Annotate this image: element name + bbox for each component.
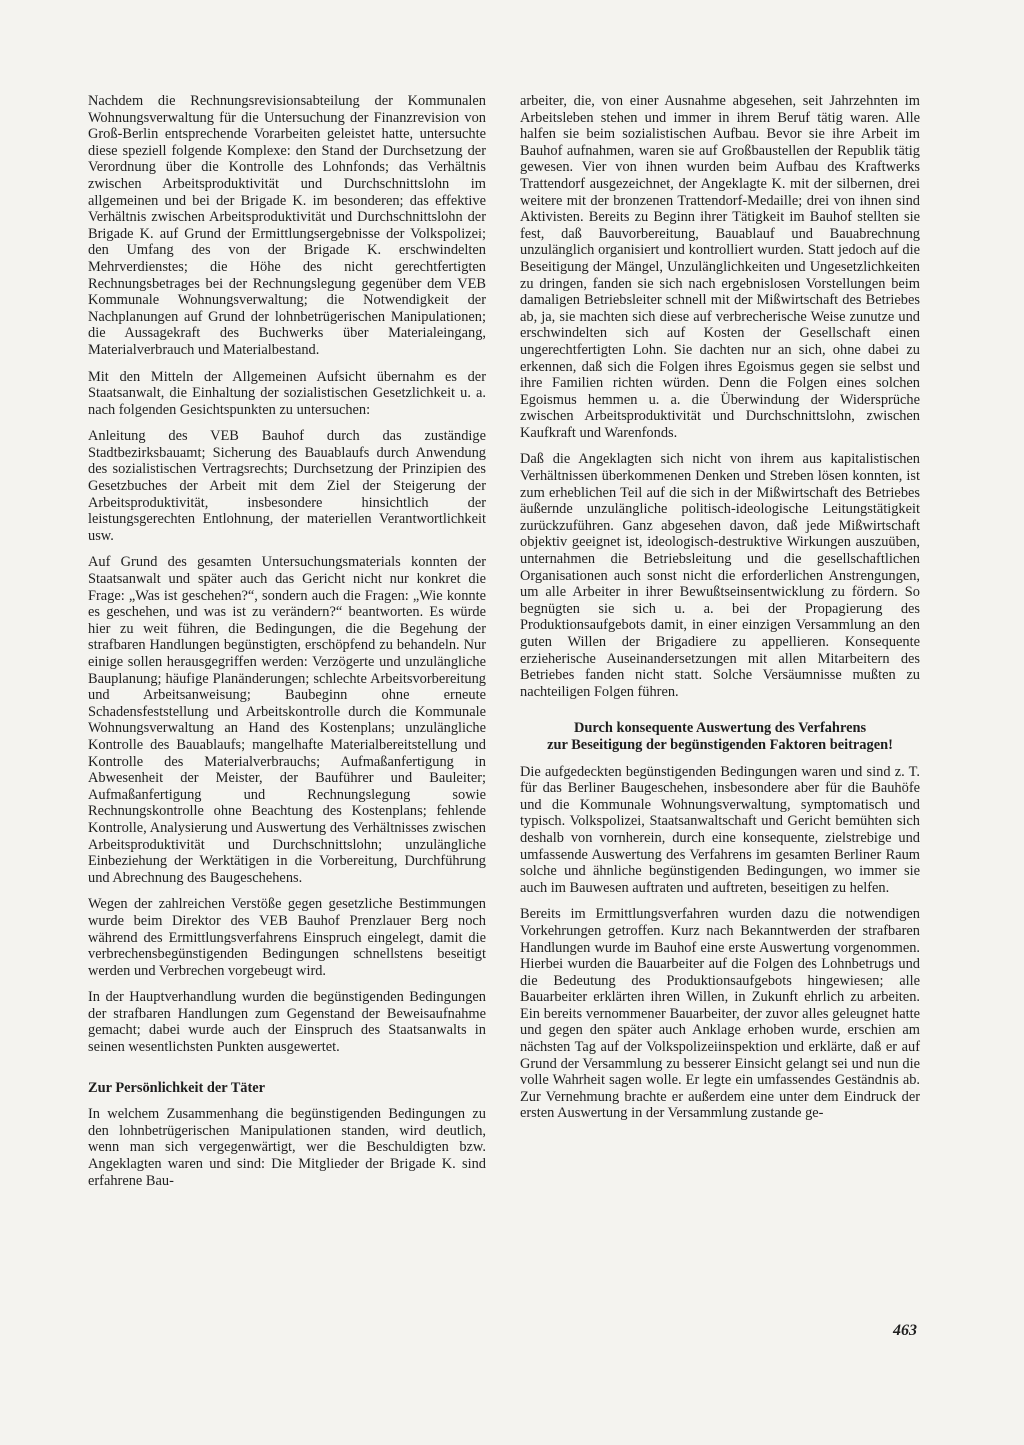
paragraph: Bereits im Ermittlungsverfahren wurden dazu die notwendigen Vorkehrungen getroffen. Kurz nach Bekanntwerden der strafbaren Handlungen wurde im Bauhof eine erste Auswertung vorgenommen. Hierbei wurden die Bauarbeiter auf die Folgen des Lohnbetrugs und die Bedeutung des Produktionsaufgebots hingewiesen; alle Bauarbeiter erklärten ihren Willen, in Zukunft ehrlich zu arbeiten. Ein bereits vernommener Bauarbeiter, der zuvor alles geleugnet hatte und gegen den später auch Anklage erhoben wurde, erschien am nächsten Tag auf der Volkspolizeiinspektion und erklärte, daß er auf Grund der Versammlung zu besserer Einsicht gelangt sei und nun die volle Wahrheit sagen wolle. Er legte ein umfassendes Geständnis ab. Zur Vernehmung brachte er außerdem eine unter dem Eindruck der ersten Auswertung in der Versammlung zustande ge- [520, 906, 920, 1122]
section-heading: Zur Persönlichkeit der Täter [88, 1079, 266, 1096]
paragraph: Wegen der zahlreichen Verstöße gegen gesetzliche Bestimmungen wurde beim Direktor des VEB Bauhof Prenzlauer Berg noch während des Ermittlungsverfahrens Einspruch eingelegt, damit die verbrechensbegünstigenden Bedingungen schnellstens beseitigt werden und Verbrechen vorgebeugt wird. [88, 896, 486, 979]
paragraph: Mit den Mitteln der Allgemeinen Aufsicht übernahm es der Staatsanwalt, die Einhaltung der sozialistischen Gesetzlichkeit u. a. nach folgenden Gesichtspunkten zu untersuchen: [88, 368, 486, 418]
section-heading [520, 720, 920, 753]
paragraph: In der Hauptverhandlung wurden die begünstigenden Bedingungen der strafbaren Handlungen zum Gegenstand der Beweisaufnahme gemacht; dabei wurde auch der Einspruch des Staatsanwalts in seinen wesentlichsten Punkten ausgewertet. [88, 989, 486, 1056]
page-number: 463 [893, 1322, 917, 1339]
paragraph: Daß die Angeklagten sich nicht von ihrem aus kapitalistischen Verhältnissen überkommenen Denken und Streben lösen konnten, ist zum erheblichen Teil auf die sich in der Mißwirtschaft des Betriebes äußernde unzulängliche politisch-ideologische Leitungstätigkeit zurückzuführen. Ganz abgesehen davon, daß jede Mißwirtschaft objektiv geeignet ist, ideologisch-destruktive Wirkungen auszuüben, unternahmen die Betriebsleitung und die gesellschaftlichen Organisationen auch sonst nicht die erforderlichen Anstrengungen, um alle Arbeiter in ihrer Bewußtseinsentwicklung zu fördern. So begnügten sie sich u. a. bei der Propagierung des Produktionsaufgebots damit, in einer einzigen Versammlung an den guten Willen der Brigadiere zu appellieren. Konsequente erzieherische Auseinandersetzungen mit allen Mitarbeitern des Betriebes fanden nicht statt. Solche Versäumnisse mußten zu nachteiligen Folgen führen. [520, 451, 920, 700]
left-column [88, 93, 486, 1199]
paragraph: Anleitung des VEB Bauhof durch das zuständige Stadtbezirksbauamt; Sicherung des Bauablaufs durch Anwendung des sozialistischen Vertragsrechts; Durchsetzung der Prinzipien des Gesetzbuches der Arbeit mit dem Ziel der Steigerung der Arbeitsproduktivität, insbesondere hinsichtlich der leistungsgerechten Entlohnung, der materiellen Verantwortlichkeit usw. [88, 428, 486, 544]
paragraph: Die aufgedeckten begünstigenden Bedingungen waren und sind z. T. für das Berliner Baugeschehen, insbesondere aber für die Bauhöfe und die Kommunale Wohnungsverwaltung, symptomatisch und typisch. Volkspolizei, Staatsanwaltschaft und Gericht bemühten sich deshalb von vornherein, durch eine konsequente, zielstrebige und umfassende Auswertung des Verfahrens im gesamten Berliner Raum solche und ähnliche begünstigenden Bedingungen, wo immer sie auch im Bauwesen auftraten und auftreten, beseitigen zu helfen. [520, 763, 920, 896]
paragraph: Nachdem die Rechnungsrevisionsabteilung der Kommunalen Wohnungsverwaltung für die Untersuchung der Finanzrevision von Groß-Berlin entsprechende Vorarbeiten geleistet hatte, untersuchte diese speziell folgende Komplexe: den Stand der Durchsetzung der Verordnung über die Kontrolle des Lohnfonds; das Verhältnis zwischen Arbeitsproduktivität und Durchschnittslohn im allgemeinen und bei der Brigade K. im besonderen; das effektive Verhältnis zwischen Arbeitsproduktivität und Durchschnittslohn der Brigade K. auf Grund der Ermittlungsergebnisse der Volkspolizei; den Umfang des von der Brigade K. erschwindelten Mehrverdienstes; die Höhe des nicht gerechtfertigten Rechnungsbetrages bei der Rechnungslegung gegenüber dem VEB Kommunale Wohnungsverwaltung; die Notwendigkeit der Nachplanungen auf Grund der lohnbetrügerischen Manipulationen; die Aussagekraft des Buchwerks über Materialeingang, Materialverbrauch und Materialbestand. [88, 93, 486, 358]
right-column [520, 93, 920, 1132]
section-heading-line: Durch konsequente Auswertung des Verfahrens [573, 720, 867, 737]
paragraph: Auf Grund des gesamten Untersuchungsmaterials konnten der Staatsanwalt und später auch das Gericht nicht nur konkret die Frage: „Was ist geschehen?“, sondern auch die Fragen: „Wie konnte es geschehen, und was ist zu verändern?“ beantworten. Es würde hier zu weit führen, die Bedingungen, die die Begehung der strafbaren Handlungen begünstigten, erschöpfend zu behandeln. Nur einige sollen herausgegriffen werden: Verzögerte und unzulängliche Bauplanung; häufige Planänderungen; schlechte Arbeitsvorbereitung und Arbeitsanweisung; Baubeginn ohne erneute Schadensfeststellung und Arbeitskontrolle durch die Kommunale Wohnungsverwaltung an Hand des Kostenplans; unzulängliche Kontrolle des Bauablaufs; mangelhafte Materialbereitstellung und Kontrolle des Materialverbrauchs; Aufmaßanfertigung in Abwesenheit der Meister, der Bauführer und Bauleiter; Aufmaßanfertigung und Rechnungslegung sowie Rechnungskontrolle ohne Beachtung des Kostenplans; fehlende Kontrolle, Analysierung und Auswertung des Verhältnisses zwischen Arbeitsproduktivität und Durchschnittslohn; unzulängliche Einbeziehung der Werktätigen in die Vorbereitung, Durchführung und Abrechnung des Baugeschehens. [88, 554, 486, 886]
paragraph: arbeiter, die, von einer Ausnahme abgesehen, seit Jahrzehnten im Arbeitsleben stehen und immer in ihrem Beruf tätig waren. Alle halfen sie beim sozialistischen Aufbau. Bevor sie ihre Arbeit im Bauhof aufnahmen, waren sie auf Großbaustellen der Republik tätig gewesen. Vier von ihnen wurden beim Aufbau des Kraftwerks Trattendorf ausgezeichnet, der Angeklagte K. mit der silbernen, drei weitere mit der bronzenen Trattendorf-Medaille; drei von ihnen sind Aktivisten. Bereits zu Beginn ihrer Tätigkeit im Bauhof stellten sie fest, daß Bauvorbereitung, Bauablauf und Bauabrechnung unzulänglich organisiert und kontrolliert wurden. Statt jedoch auf die Beseitigung der Mängel, Unzulänglichkeiten und Ungesetzlichkeiten zu dringen, fanden sie sich nach ergebnislosen Vorstellungen beim damaligen Betriebsleiter schnell mit der Mißwirtschaft des Betriebes ab, ja, sie machten sich diese auf verbrecherische Weise zunutze und erschwindelten sich auf Kosten der Gesellschaft einen ungerechtfertigten Lohn. Sie dachten nur an sich, ohne dabei zu erkennen, daß sich die Folgen ihres Egoismus gegen sie selbst und ihre Familien richten würden. Denn die Folgen eines solchen Egoismus hemmen u. a. die Überwindung der Widersprüche zwischen Arbeitsproduktivität und Durchschnittslohn, zwischen Kaufkraft und Warenfonds. [520, 93, 920, 441]
paragraph: In welchem Zusammenhang die begünstigenden Bedingungen zu den lohnbetrügerischen Manipulationen standen, wird deutlich, wenn man sich vergegenwärtigt, wer die Beschuldigten bzw. Angeklagten waren und sind: Die Mitglieder der Brigade K. sind erfahrene Bau- [88, 1106, 486, 1189]
section-heading-line: zur Beseitigung der begünstigenden Faktoren beitragen! [547, 736, 893, 753]
